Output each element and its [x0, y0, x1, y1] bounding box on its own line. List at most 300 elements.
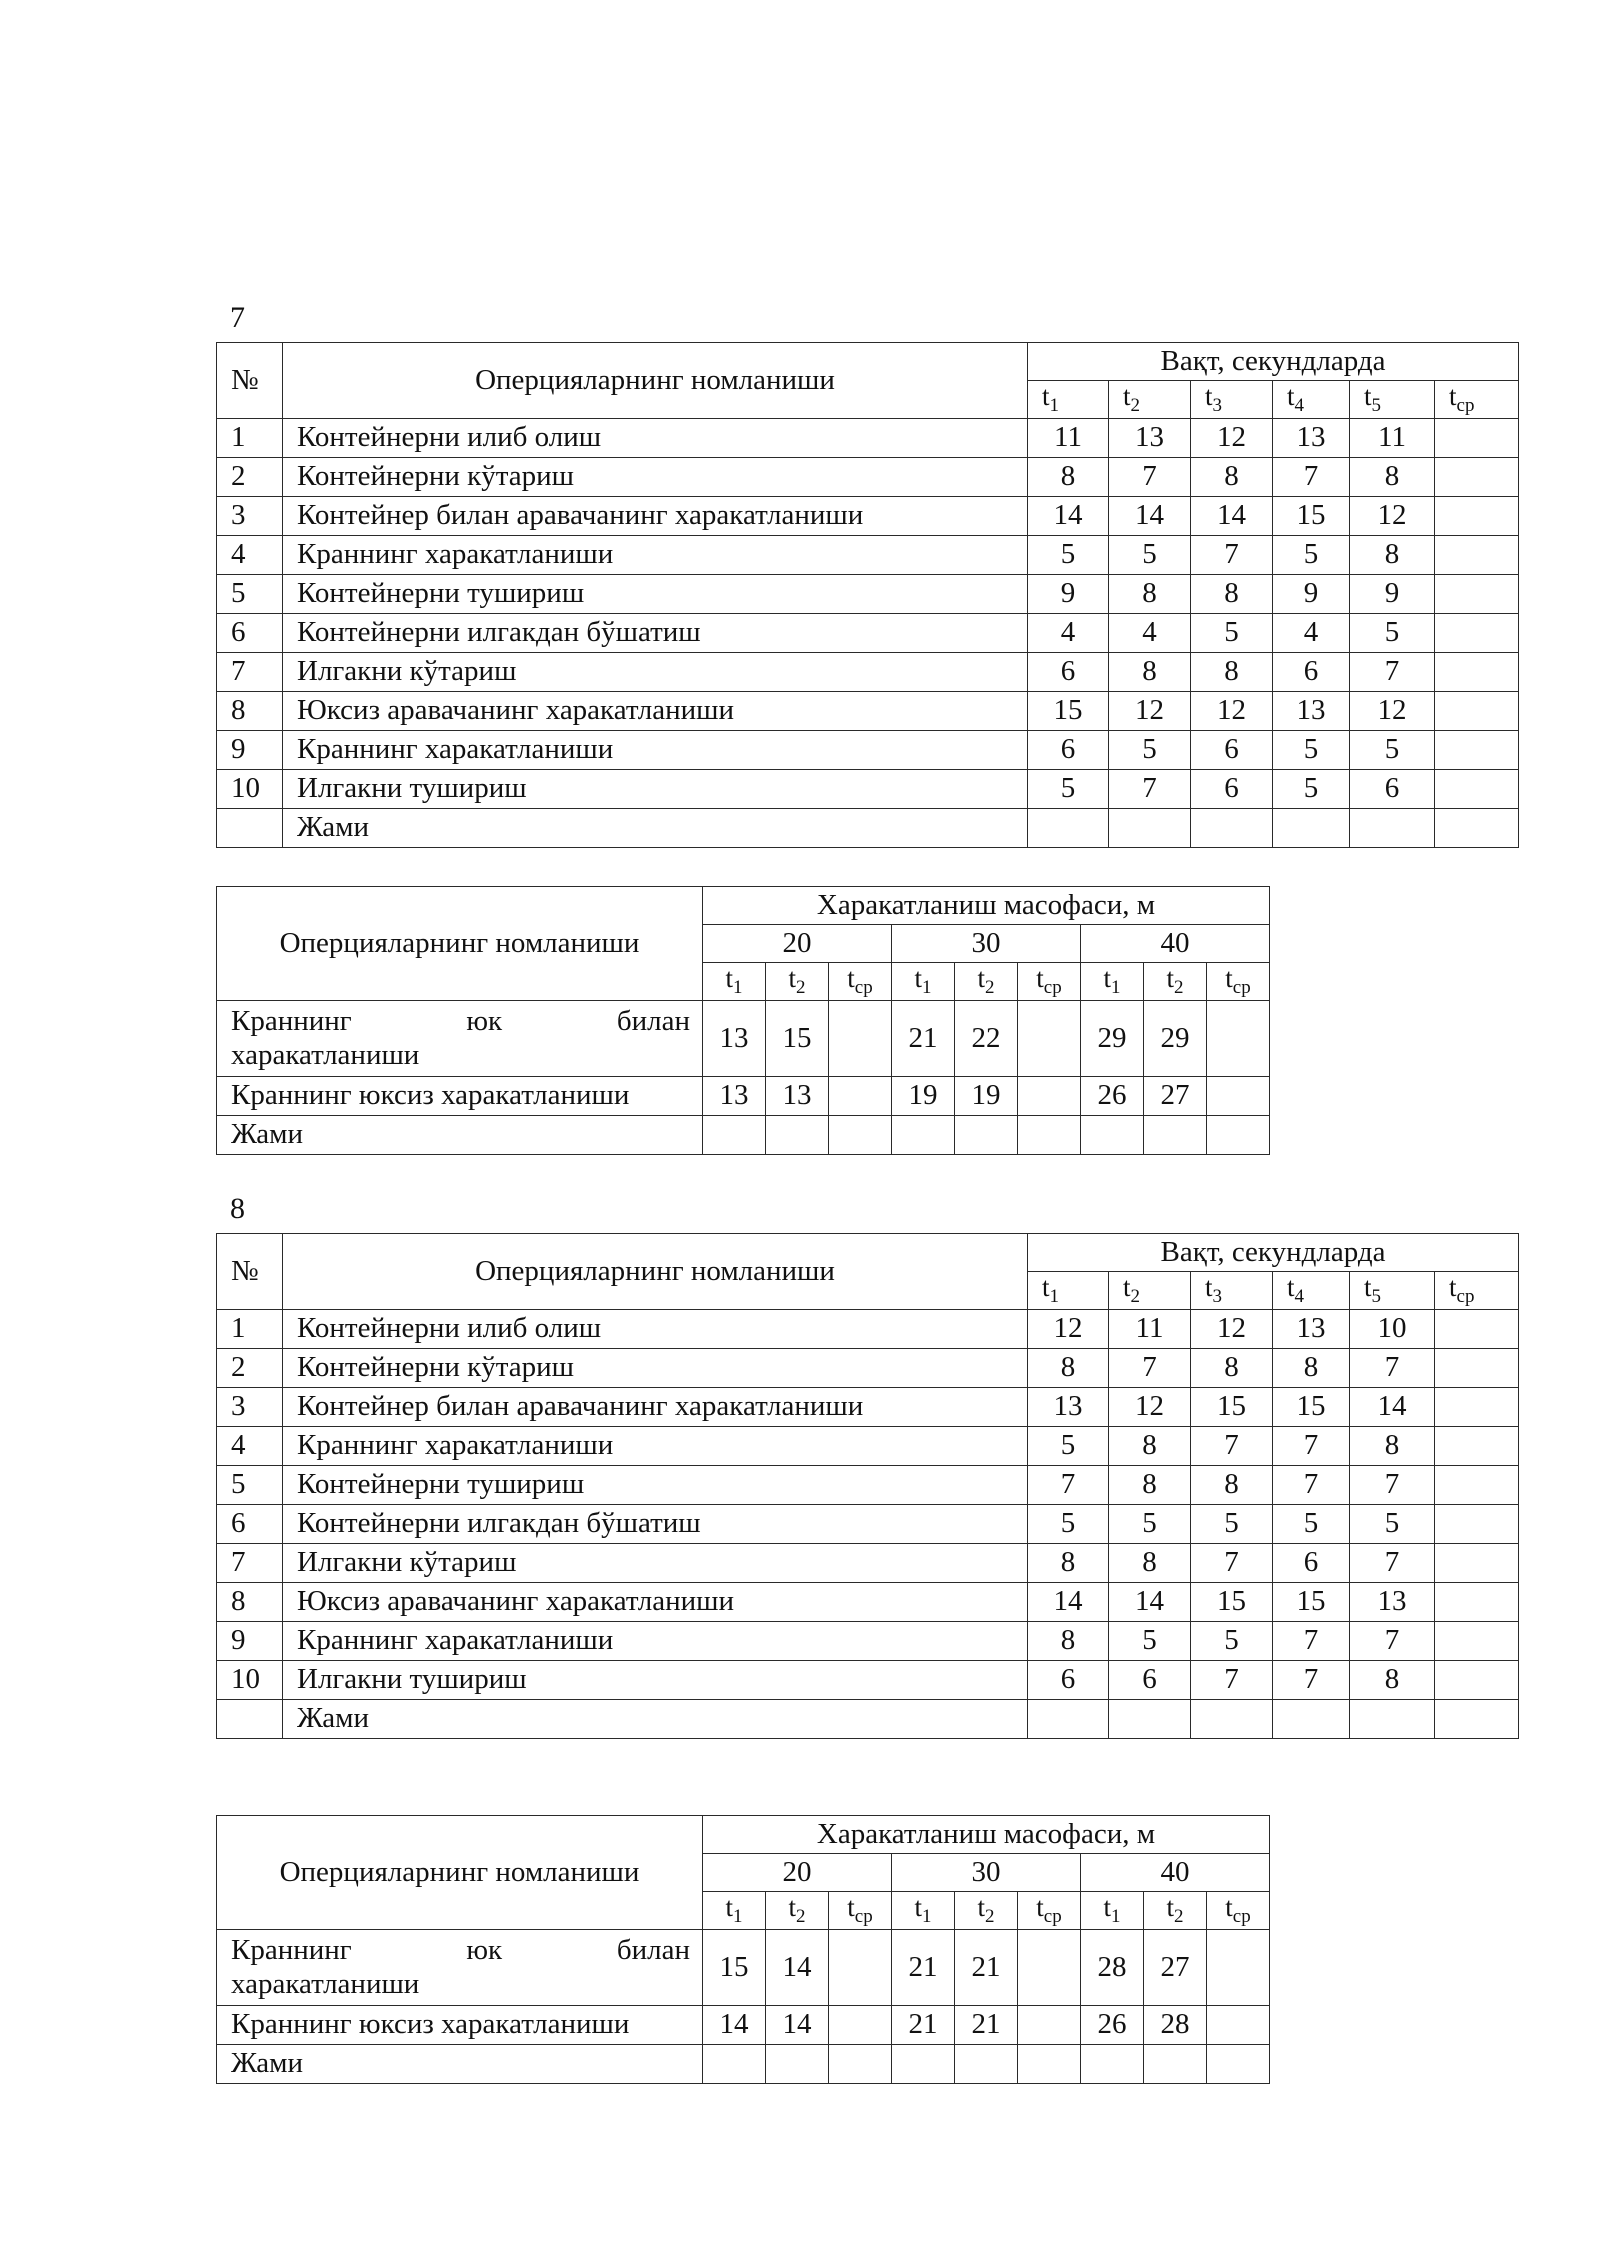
movement-distance-table: [216, 1815, 1270, 2084]
header-row: [217, 343, 1519, 381]
time-value-cell: [1018, 2006, 1081, 2045]
total-value-cell: [766, 1116, 829, 1155]
time-value-cell: 7: [1273, 458, 1350, 497]
row-number: 1: [217, 419, 283, 458]
time-column-base: t: [725, 1892, 733, 1923]
time-column-subscript: 4: [1294, 1286, 1305, 1308]
time-column-subscript: ср: [1456, 1286, 1475, 1308]
time-column-base: t: [914, 1892, 922, 1923]
time-value-cell: 5: [1028, 770, 1109, 809]
row-number: 2: [217, 458, 283, 497]
time-value-cell: 10: [1350, 1310, 1435, 1349]
time-value-cell: 7: [1191, 1661, 1273, 1700]
time-value-cell: 8: [1028, 458, 1109, 497]
time-value-cell: 8: [1191, 1466, 1273, 1505]
time-column-base: t: [1364, 1272, 1372, 1303]
total-value-cell: [1350, 809, 1435, 848]
operation-name: Юксиз аравачанинг харакатланиши: [283, 692, 1028, 731]
time-value-cell: 5: [1350, 1505, 1435, 1544]
time-column-base: t: [1036, 963, 1044, 994]
total-value-cell: [829, 1116, 892, 1155]
operation-name-column-header: Оперцияларнинг номланиши: [217, 887, 703, 1001]
operation-name-line2: харакатланиши: [231, 1967, 420, 2000]
row-number: 2: [217, 1349, 283, 1388]
time-value-cell: 27: [1144, 1077, 1207, 1116]
distance-value-header: 30: [892, 1854, 1081, 1892]
section-number: 8: [230, 1192, 245, 1225]
time-column-base: t: [847, 963, 855, 994]
row-number: 3: [217, 497, 283, 536]
time-column-base: t: [1287, 381, 1295, 412]
total-value-cell: [1028, 809, 1109, 848]
time-column-header: [703, 1892, 766, 1930]
table-row: [217, 497, 1519, 536]
distance-header: Харакатланиш масофаси, м: [703, 1816, 1270, 1854]
time-value-cell: 8: [1109, 1466, 1191, 1505]
operation-name: Краннинг харакатланиши: [283, 536, 1028, 575]
time-column-base: t: [1225, 963, 1233, 994]
table-row: [217, 536, 1519, 575]
time-column-base: t: [1123, 1272, 1131, 1303]
total-value-cell: [1109, 1700, 1191, 1739]
total-label: Жами: [217, 1116, 703, 1155]
time-value-cell: 21: [955, 2006, 1018, 2045]
time-value-cell: 13: [1350, 1583, 1435, 1622]
time-value-cell: [1018, 1930, 1081, 2006]
operation-name: Контейнерни тушириш: [283, 575, 1028, 614]
number-column-header: №: [217, 343, 283, 419]
time-column-base: t: [1166, 1892, 1174, 1923]
time-value-cell: 8: [1109, 653, 1191, 692]
operation-name-word: юк: [466, 1934, 503, 1967]
time-column-header: [703, 963, 766, 1001]
time-column-header: [1109, 381, 1191, 419]
time-column-header: [892, 963, 955, 1001]
time-seconds-header: Вақт, секундларда: [1028, 343, 1519, 381]
time-value-cell: 19: [892, 1077, 955, 1116]
distance-value-header: 20: [703, 925, 892, 963]
time-column-header: [1028, 381, 1109, 419]
time-value-cell: [1435, 770, 1519, 809]
time-value-cell: 22: [955, 1001, 1018, 1077]
time-value-cell: 5: [1109, 731, 1191, 770]
time-value-cell: [829, 1077, 892, 1116]
time-value-cell: 8: [1191, 575, 1273, 614]
time-column-header: [1081, 963, 1144, 1001]
row-number: 8: [217, 1583, 283, 1622]
operation-name: Илгакни тушириш: [283, 1661, 1028, 1700]
time-column-base: t: [1205, 381, 1213, 412]
time-column-subscript: 1: [1049, 1286, 1060, 1308]
time-column-header: [1018, 963, 1081, 1001]
time-value-cell: 6: [1028, 653, 1109, 692]
total-value-cell: [1350, 1700, 1435, 1739]
time-value-cell: 8: [1028, 1544, 1109, 1583]
time-value-cell: 26: [1081, 2006, 1144, 2045]
time-column-subscript: 1: [922, 977, 932, 999]
time-value-cell: 15: [1273, 497, 1350, 536]
time-value-cell: 5: [1028, 1427, 1109, 1466]
time-value-cell: [1435, 731, 1519, 770]
time-value-cell: 7: [1191, 1427, 1273, 1466]
total-row: [217, 1116, 1270, 1155]
total-value-cell: [766, 2045, 829, 2084]
total-row-number-cell: [217, 809, 283, 848]
table-row: [217, 1583, 1519, 1622]
total-value-cell: [703, 2045, 766, 2084]
operation-name-word: билан: [616, 1934, 690, 1967]
time-value-cell: 12: [1028, 1310, 1109, 1349]
time-value-cell: 15: [1273, 1388, 1350, 1427]
total-row: [217, 2045, 1270, 2084]
time-value-cell: 7: [1191, 536, 1273, 575]
time-value-cell: 5: [1350, 731, 1435, 770]
time-value-cell: 5: [1191, 1622, 1273, 1661]
time-value-cell: 15: [1028, 692, 1109, 731]
total-value-cell: [1109, 809, 1191, 848]
time-value-cell: [1435, 419, 1519, 458]
table-row: [217, 575, 1519, 614]
time-value-cell: [1435, 1427, 1519, 1466]
time-value-cell: 21: [892, 1930, 955, 2006]
time-value-cell: 5: [1273, 770, 1350, 809]
total-label: Жами: [283, 809, 1028, 848]
time-value-cell: 14: [1028, 1583, 1109, 1622]
time-value-cell: 5: [1350, 614, 1435, 653]
operation-name: Контейнерни кўтариш: [283, 458, 1028, 497]
operation-name-column-header: Оперцияларнинг номланиши: [217, 1816, 703, 1930]
time-column-subscript: ср: [1043, 1906, 1062, 1928]
table-row: [217, 1310, 1519, 1349]
table-row: [217, 1466, 1519, 1505]
time-column-base: t: [1364, 381, 1372, 412]
total-value-cell: [955, 1116, 1018, 1155]
row-number: 10: [217, 770, 283, 809]
time-value-cell: 7: [1350, 1349, 1435, 1388]
time-column-subscript: ср: [854, 977, 873, 999]
time-column-base: t: [1449, 1272, 1457, 1303]
operation-name: Контейнерни илиб олиш: [283, 1310, 1028, 1349]
table-row: [217, 731, 1519, 770]
time-column-header: [1191, 381, 1273, 419]
operation-name: Контейнерни илгакдан бўшатиш: [283, 614, 1028, 653]
time-value-cell: 14: [1191, 497, 1273, 536]
time-value-cell: [1207, 1001, 1270, 1077]
operation-name: Юксиз аравачанинг харакатланиши: [283, 1583, 1028, 1622]
time-value-cell: [1435, 1622, 1519, 1661]
time-value-cell: 29: [1144, 1001, 1207, 1077]
row-number: 1: [217, 1310, 283, 1349]
header-row: [217, 1816, 1270, 1854]
row-number: 5: [217, 575, 283, 614]
time-value-cell: 12: [1350, 497, 1435, 536]
operation-name-word: Краннинг: [231, 1005, 352, 1038]
time-value-cell: 5: [1109, 1622, 1191, 1661]
time-value-cell: 4: [1109, 614, 1191, 653]
operation-name: Краннинг харакатланиши: [283, 1427, 1028, 1466]
time-value-cell: [1435, 1505, 1519, 1544]
table-row: [217, 770, 1519, 809]
time-column-subscript: 2: [1174, 977, 1184, 999]
total-value-cell: [1273, 1700, 1350, 1739]
table-row: [217, 692, 1519, 731]
row-number: 7: [217, 653, 283, 692]
table-row: [217, 2006, 1270, 2045]
time-value-cell: 8: [1350, 536, 1435, 575]
time-value-cell: 7: [1273, 1427, 1350, 1466]
row-number: 6: [217, 614, 283, 653]
row-number: 3: [217, 1388, 283, 1427]
time-value-cell: 6: [1350, 770, 1435, 809]
time-column-header: [892, 1892, 955, 1930]
operation-name-column-header: Оперцияларнинг номланиши: [283, 1234, 1028, 1310]
total-value-cell: [1207, 2045, 1270, 2084]
time-column-subscript: 4: [1294, 395, 1305, 417]
time-value-cell: 8: [1350, 1661, 1435, 1700]
time-column-subscript: 2: [796, 977, 806, 999]
time-value-cell: 7: [1350, 1544, 1435, 1583]
time-column-base: t: [914, 963, 922, 994]
operation-name-word: Краннинг: [231, 1934, 352, 1967]
time-value-cell: [1435, 575, 1519, 614]
time-value-cell: 7: [1109, 458, 1191, 497]
time-column-subscript: 2: [985, 977, 995, 999]
time-column-subscript: ср: [1043, 977, 1062, 999]
time-value-cell: [1435, 614, 1519, 653]
table-row: [217, 1622, 1519, 1661]
time-value-cell: 4: [1028, 614, 1109, 653]
operation-name: Контейнер билан аравачанинг харакатланиши: [283, 1388, 1028, 1427]
time-column-header: [1350, 1272, 1435, 1310]
time-column-header: [1273, 381, 1350, 419]
time-value-cell: 13: [703, 1077, 766, 1116]
time-value-cell: 14: [1028, 497, 1109, 536]
total-value-cell: [1018, 1116, 1081, 1155]
time-column-subscript: ср: [1232, 977, 1251, 999]
time-value-cell: [1435, 1544, 1519, 1583]
time-value-cell: 9: [1350, 575, 1435, 614]
operations-time-table: [216, 1233, 1519, 1739]
time-value-cell: 13: [1028, 1388, 1109, 1427]
table-row: [217, 1388, 1519, 1427]
time-column-base: t: [788, 963, 796, 994]
time-column-header: [766, 963, 829, 1001]
time-value-cell: 13: [1109, 419, 1191, 458]
time-column-header: [1191, 1272, 1273, 1310]
time-value-cell: 12: [1191, 419, 1273, 458]
operation-name: Илгакни кўтариш: [283, 653, 1028, 692]
time-value-cell: [1207, 1930, 1270, 2006]
time-value-cell: [829, 2006, 892, 2045]
time-column-header: [1028, 1272, 1109, 1310]
operation-name: Краннинг харакатланиши: [283, 1622, 1028, 1661]
time-column-base: t: [1036, 1892, 1044, 1923]
operation-name: Илгакни тушириш: [283, 770, 1028, 809]
time-value-cell: 4: [1273, 614, 1350, 653]
time-column-header: [955, 963, 1018, 1001]
time-column-header: [829, 1892, 892, 1930]
time-column-base: t: [1166, 963, 1174, 994]
time-value-cell: 15: [703, 1930, 766, 2006]
time-value-cell: 21: [892, 2006, 955, 2045]
time-column-header: [1109, 1272, 1191, 1310]
time-value-cell: [1435, 1583, 1519, 1622]
distance-header: Харакатланиш масофаси, м: [703, 887, 1270, 925]
time-column-header: [1207, 1892, 1270, 1930]
table-row: [217, 1427, 1519, 1466]
time-value-cell: 7: [1350, 1466, 1435, 1505]
time-column-base: t: [1042, 381, 1050, 412]
row-number: 9: [217, 731, 283, 770]
time-column-base: t: [1123, 381, 1131, 412]
time-value-cell: 7: [1273, 1466, 1350, 1505]
total-row: [217, 809, 1519, 848]
time-value-cell: 7: [1028, 1466, 1109, 1505]
time-value-cell: 7: [1109, 770, 1191, 809]
total-value-cell: [892, 1116, 955, 1155]
time-column-subscript: 2: [985, 1906, 995, 1928]
table-row: [217, 653, 1519, 692]
operation-name: [217, 1001, 703, 1077]
time-value-cell: [1435, 497, 1519, 536]
time-value-cell: 8: [1273, 1349, 1350, 1388]
time-value-cell: 9: [1028, 575, 1109, 614]
time-value-cell: 14: [1109, 497, 1191, 536]
time-value-cell: 5: [1028, 536, 1109, 575]
time-value-cell: [1207, 1077, 1270, 1116]
time-value-cell: 15: [766, 1001, 829, 1077]
time-value-cell: 7: [1350, 1622, 1435, 1661]
operation-name: Контейнерни илгакдан бўшатиш: [283, 1505, 1028, 1544]
total-value-cell: [955, 2045, 1018, 2084]
time-column-header: [1435, 381, 1519, 419]
time-value-cell: [1435, 692, 1519, 731]
total-value-cell: [1435, 809, 1519, 848]
time-value-cell: [1435, 653, 1519, 692]
time-value-cell: 13: [1273, 419, 1350, 458]
time-column-subscript: 1: [1111, 977, 1121, 999]
time-column-subscript: 2: [1174, 1906, 1184, 1928]
time-column-header: [1207, 963, 1270, 1001]
operation-name: Контейнер билан аравачанинг харакатланиши: [283, 497, 1028, 536]
time-column-subscript: 2: [1130, 395, 1141, 417]
time-column-base: t: [725, 963, 733, 994]
time-value-cell: 26: [1081, 1077, 1144, 1116]
header-row: [217, 1234, 1519, 1272]
operation-name: Краннинг харакатланиши: [283, 731, 1028, 770]
table-row: [217, 1930, 1270, 2006]
time-column-base: t: [847, 1892, 855, 1923]
time-value-cell: 6: [1109, 1661, 1191, 1700]
time-value-cell: 11: [1028, 419, 1109, 458]
time-value-cell: 11: [1350, 419, 1435, 458]
time-value-cell: 5: [1273, 536, 1350, 575]
operation-name: Контейнерни тушириш: [283, 1466, 1028, 1505]
time-value-cell: 7: [1350, 653, 1435, 692]
operation-name: Контейнерни илиб олиш: [283, 419, 1028, 458]
time-column-header: [955, 1892, 1018, 1930]
time-value-cell: 6: [1191, 731, 1273, 770]
operation-name: Краннинг юксиз харакатланиши: [217, 2006, 703, 2045]
time-value-cell: [1435, 1466, 1519, 1505]
operations-time-table: [216, 342, 1519, 848]
time-value-cell: 8: [1191, 458, 1273, 497]
time-value-cell: 21: [892, 1001, 955, 1077]
time-column-header: [1018, 1892, 1081, 1930]
time-column-subscript: 3: [1212, 1286, 1223, 1308]
total-label: Жами: [217, 2045, 703, 2084]
distance-value-header: 30: [892, 925, 1081, 963]
time-value-cell: 14: [1350, 1388, 1435, 1427]
total-row: [217, 1700, 1519, 1739]
operation-name-line2: харакатланиши: [231, 1038, 420, 1071]
time-seconds-header: Вақт, секундларда: [1028, 1234, 1519, 1272]
row-number: 6: [217, 1505, 283, 1544]
operation-name: Контейнерни кўтариш: [283, 1349, 1028, 1388]
time-column-base: t: [1042, 1272, 1050, 1303]
operation-name: Илгакни кўтариш: [283, 1544, 1028, 1583]
time-column-subscript: 1: [1111, 1906, 1121, 1928]
total-label: Жами: [283, 1700, 1028, 1739]
total-value-cell: [892, 2045, 955, 2084]
time-value-cell: [1435, 536, 1519, 575]
time-value-cell: 12: [1109, 1388, 1191, 1427]
total-value-cell: [1191, 809, 1273, 848]
time-value-cell: 8: [1028, 1349, 1109, 1388]
total-value-cell: [1081, 1116, 1144, 1155]
time-value-cell: 12: [1350, 692, 1435, 731]
total-value-cell: [1273, 809, 1350, 848]
time-value-cell: 14: [1109, 1583, 1191, 1622]
time-column-header: [1350, 381, 1435, 419]
distance-value-header: 20: [703, 1854, 892, 1892]
time-value-cell: 14: [703, 2006, 766, 2045]
time-value-cell: [1435, 458, 1519, 497]
time-value-cell: 21: [955, 1930, 1018, 2006]
time-column-header: [1435, 1272, 1519, 1310]
total-value-cell: [1018, 2045, 1081, 2084]
time-column-subscript: 2: [1130, 1286, 1141, 1308]
time-value-cell: 15: [1191, 1388, 1273, 1427]
time-column-subscript: 1: [733, 1906, 743, 1928]
time-value-cell: 28: [1081, 1930, 1144, 2006]
time-value-cell: 7: [1191, 1544, 1273, 1583]
row-number: 5: [217, 1466, 283, 1505]
movement-distance-table: [216, 886, 1270, 1155]
time-column-header: [1144, 1892, 1207, 1930]
time-value-cell: 19: [955, 1077, 1018, 1116]
total-value-cell: [1081, 2045, 1144, 2084]
time-value-cell: 6: [1028, 1661, 1109, 1700]
time-value-cell: 12: [1191, 692, 1273, 731]
total-row-number-cell: [217, 1700, 283, 1739]
time-value-cell: 27: [1144, 1930, 1207, 2006]
row-number: 4: [217, 1427, 283, 1466]
total-value-cell: [1144, 1116, 1207, 1155]
row-number: 8: [217, 692, 283, 731]
time-value-cell: 8: [1191, 653, 1273, 692]
operation-name: [217, 1930, 703, 2006]
total-value-cell: [1191, 1700, 1273, 1739]
time-value-cell: [1435, 1661, 1519, 1700]
time-value-cell: 8: [1109, 1427, 1191, 1466]
table-row: [217, 1077, 1270, 1116]
row-number: 9: [217, 1622, 283, 1661]
time-column-base: t: [1205, 1272, 1213, 1303]
time-column-base: t: [788, 1892, 796, 1923]
row-number: 4: [217, 536, 283, 575]
time-value-cell: [1435, 1388, 1519, 1427]
